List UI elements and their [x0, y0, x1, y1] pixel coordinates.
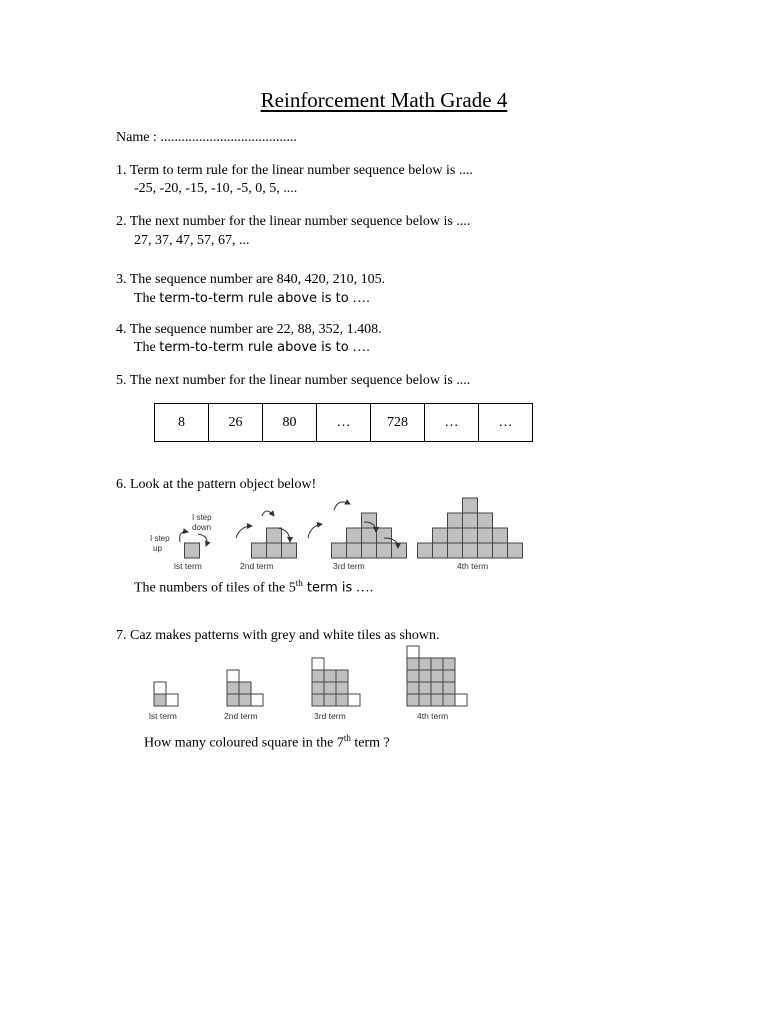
question-2-sequence: 27, 37, 47, 57, 67, ... — [134, 233, 250, 248]
tile — [252, 543, 267, 558]
tile — [431, 694, 443, 706]
tile — [407, 682, 419, 694]
sequence-table — [154, 403, 533, 442]
tile — [347, 528, 362, 543]
tile — [336, 670, 348, 682]
tile — [377, 543, 392, 558]
tile — [239, 694, 251, 706]
tile — [419, 694, 431, 706]
question-3: 3. The sequence number are 840, 420, 210, 105. — [116, 272, 386, 287]
term-label: 2nd term — [224, 711, 258, 721]
step-up-label: up — [153, 544, 162, 553]
tile — [282, 543, 297, 558]
tile — [312, 682, 324, 694]
tile — [407, 646, 419, 658]
term-label: 4th term — [457, 561, 489, 571]
sequence-cell: … — [317, 404, 371, 442]
step-down-label: I step — [192, 513, 212, 522]
tile — [407, 694, 419, 706]
tile — [478, 543, 493, 558]
question-5: 5. The next number for the linear number sequence below is .... — [116, 373, 471, 388]
tile — [419, 682, 431, 694]
tile — [166, 694, 178, 706]
term-label: 3rd term — [333, 561, 365, 571]
tile — [433, 543, 448, 558]
term-label: 4th term — [417, 711, 449, 721]
tile — [433, 528, 448, 543]
tile — [431, 670, 443, 682]
tile — [431, 658, 443, 670]
term-label: lst term — [149, 711, 177, 721]
tile — [443, 658, 455, 670]
tile — [239, 682, 251, 694]
tile — [324, 682, 336, 694]
tile — [347, 543, 362, 558]
tile — [377, 528, 392, 543]
question-7: 7. Caz makes patterns with grey and white tiles as shown. — [116, 628, 440, 643]
tile — [407, 670, 419, 682]
tile — [419, 670, 431, 682]
tile — [431, 682, 443, 694]
tile — [154, 682, 166, 694]
sequence-cell: 80 — [263, 404, 317, 442]
sequence-cell: 26 — [209, 404, 263, 442]
question-1-sequence: -25, -20, -15, -10, -5, 0, 5, .... — [134, 181, 298, 196]
tile — [324, 670, 336, 682]
tile — [407, 658, 419, 670]
tile — [227, 670, 239, 682]
tile — [455, 694, 467, 706]
tile — [348, 694, 360, 706]
question-4-rule: The term-to-term rule above is to …. — [134, 340, 370, 355]
question-2: 2. The next number for the linear number sequence below is .... — [116, 214, 471, 229]
tile — [448, 543, 463, 558]
staircase-pattern-figure — [140, 492, 540, 576]
question-3-rule: The term-to-term rule above is to …. — [134, 291, 370, 306]
tile — [227, 694, 239, 706]
tile — [267, 543, 282, 558]
tile — [463, 543, 478, 558]
question-1: 1. Term to term rule for the linear number sequence below is .... — [116, 163, 473, 178]
tile — [418, 543, 433, 558]
tile — [478, 528, 493, 543]
tile — [493, 543, 508, 558]
tile — [154, 694, 166, 706]
tile — [443, 694, 455, 706]
tile — [448, 513, 463, 528]
tile — [443, 682, 455, 694]
tile — [443, 670, 455, 682]
tile — [312, 670, 324, 682]
name-line: Name : ....................................... — [116, 130, 297, 145]
tile — [312, 694, 324, 706]
tile — [324, 694, 336, 706]
tile — [312, 658, 324, 670]
tile — [463, 498, 478, 513]
tile — [508, 543, 523, 558]
tile — [463, 513, 478, 528]
tile — [419, 658, 431, 670]
tile-pattern-figure — [145, 644, 475, 724]
term-label: 2nd term — [240, 561, 274, 571]
page-title: Reinforcement Math Grade 4 — [260, 88, 508, 112]
tile — [463, 528, 478, 543]
question-7-question: How many coloured square in the 7th term ? — [144, 733, 390, 751]
tile — [185, 543, 200, 558]
tile — [251, 694, 263, 706]
tile — [332, 543, 347, 558]
tile — [227, 682, 239, 694]
tile — [448, 528, 463, 543]
question-4: 4. The sequence number are 22, 88, 352, 1.408. — [116, 322, 382, 337]
step-down-label: down — [192, 523, 212, 532]
tile — [478, 513, 493, 528]
tile — [362, 543, 377, 558]
tile — [336, 694, 348, 706]
question-6: 6. Look at the pattern object below! — [116, 477, 317, 492]
term-label: lst term — [174, 561, 202, 571]
tile — [392, 543, 407, 558]
sequence-cell: 728 — [371, 404, 425, 442]
sequence-cell: … — [479, 404, 533, 442]
sequence-cell: 8 — [155, 404, 209, 442]
tile — [267, 528, 282, 543]
term-label: 3rd term — [314, 711, 346, 721]
question-6-answer: The numbers of tiles of the 5th term is …. — [134, 578, 374, 596]
tile — [362, 528, 377, 543]
sequence-cell: … — [425, 404, 479, 442]
tile — [336, 682, 348, 694]
tile — [493, 528, 508, 543]
step-up-label: I step — [150, 534, 170, 543]
